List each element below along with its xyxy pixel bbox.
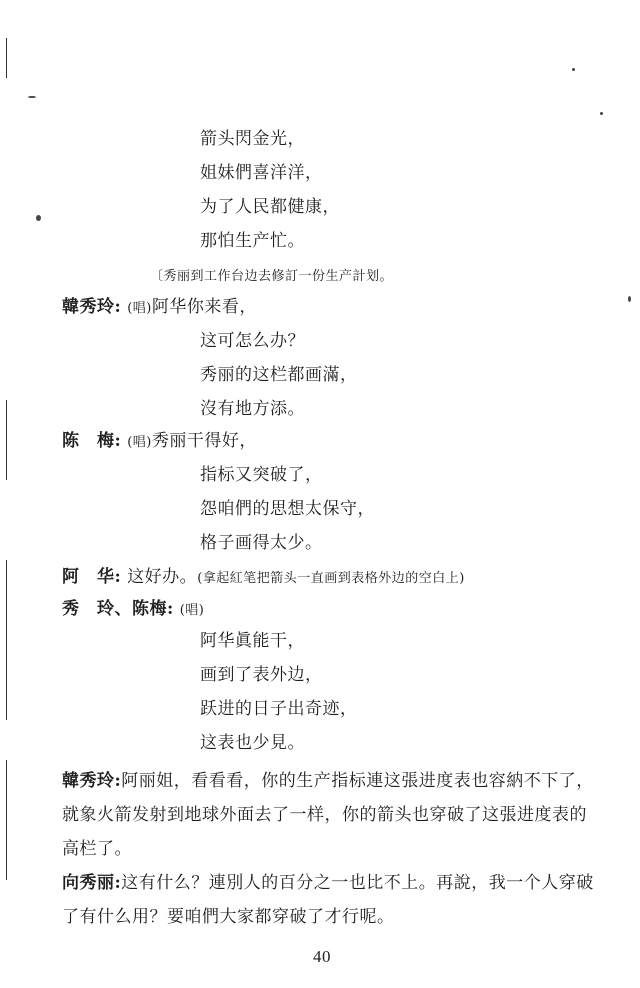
scan-edge-mark	[6, 560, 7, 720]
scan-edge-mark	[6, 760, 7, 880]
speaker-name: 陈 梅:	[62, 431, 122, 451]
verse-line: 那怕生产忙。	[200, 231, 305, 251]
dialogue-line	[62, 296, 257, 320]
verse-line: 画到了表外边，	[200, 665, 323, 685]
verse-line: 怨咱們的思想太保守，	[200, 499, 375, 519]
scan-edge-mark	[6, 400, 7, 480]
verse-line: 指标又突破了，	[200, 465, 323, 485]
speaker-name: 秀 玲、陈梅:	[62, 599, 174, 619]
scan-speck	[36, 215, 41, 221]
scan-speck	[600, 112, 603, 115]
stage-direction: (拿起紅笔把箭头一直画到表格外边的空白上)	[197, 571, 465, 586]
verse-line: 秀丽的这栏都画滿，	[200, 365, 358, 385]
sing-cue: (唱)	[179, 603, 205, 618]
spoken-line: 这好办。	[127, 567, 198, 587]
sing-cue: (唱)	[127, 301, 152, 316]
scan-speck	[572, 68, 575, 71]
scan-edge-mark	[6, 38, 7, 78]
prose-text: 这有什么？連別人的百分之一也比不上。再說，我一个人穿破了有什么用？要咱們大家都穿破了才行呢。	[62, 873, 594, 927]
verse-line: 箭头閃金光，	[200, 129, 305, 149]
lyric: 秀丽干得好，	[151, 431, 257, 451]
scan-speck	[628, 296, 631, 302]
verse-line: 这可怎么办？	[200, 331, 305, 351]
prose-text: 阿丽姐，看看看，你的生产指标連这張进度表也容納不下了，就象火箭发射到地球外面去了一样，你的箭头也穿破了这張进度表的高栏了。	[62, 771, 594, 859]
verse-line: 姐妹們喜洋洋，	[200, 163, 323, 183]
verse-line: 格子画得太少。	[200, 533, 323, 553]
verse-line: 跃进的日子出奇迹，	[200, 699, 358, 719]
dialogue-line	[62, 430, 257, 454]
speaker-name: 阿 华:	[62, 567, 122, 587]
verse-line: 沒有地方添。	[200, 399, 305, 419]
prose-paragraph	[62, 866, 602, 934]
speaker-name: 向秀丽:	[62, 873, 122, 893]
stage-direction: 〔秀丽到工作台边去修訂一份生产計划。	[150, 269, 394, 284]
verse-line: 为了人民都健康，	[200, 197, 340, 217]
sing-cue: (唱)	[127, 435, 152, 450]
verse-line: 阿华眞能干，	[200, 631, 305, 651]
prose-paragraph	[62, 764, 602, 866]
speaker-name: 韓秀玲:	[62, 297, 122, 317]
speaker-name: 韓秀玲:	[62, 771, 122, 791]
page-number: 40	[313, 947, 331, 966]
dialogue-line	[62, 566, 465, 590]
dialogue-line	[62, 598, 204, 622]
lyric: 阿华你来看，	[151, 297, 257, 317]
verse-line: 这表也少見。	[200, 733, 305, 753]
scan-speck	[28, 96, 36, 98]
